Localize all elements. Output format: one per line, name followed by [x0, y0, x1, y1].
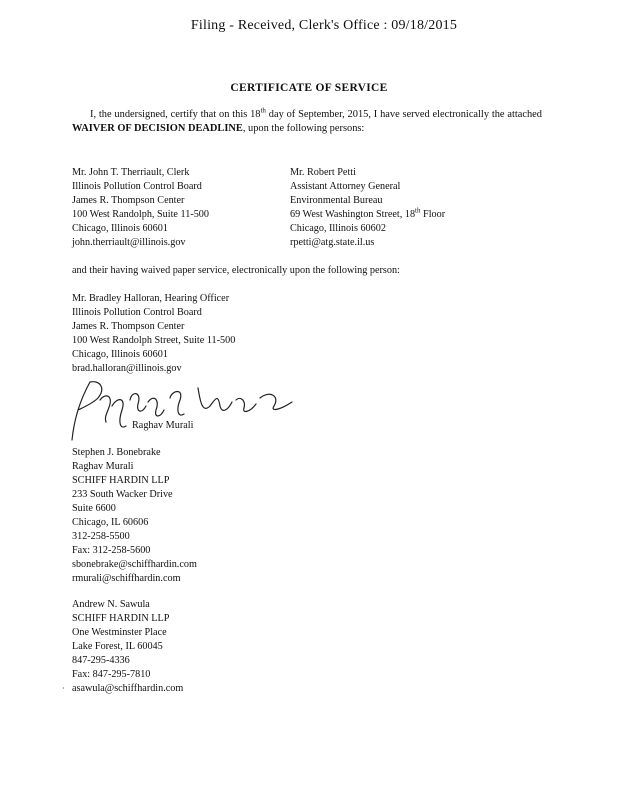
- address-line: 100 West Randolph Street, Suite 11-500: [72, 335, 236, 346]
- attorney-name: Raghav Murali: [72, 461, 134, 472]
- attorney-name: Andrew N. Sawula: [72, 599, 150, 610]
- floor-suffix: th: [415, 206, 421, 215]
- hearing-officer-address: [72, 292, 235, 376]
- address-line: Chicago, Illinois 60601: [72, 223, 168, 234]
- floor-text: Floor: [420, 209, 446, 220]
- intro-day-suffix: th: [260, 106, 266, 115]
- address-line: James R. Thompson Center: [72, 195, 185, 206]
- filing-stamp-header: Filing - Received, Clerk's Office : 09/18/2015: [190, 18, 458, 33]
- intro-text-3: , upon the following persons:: [242, 123, 365, 134]
- address-line: Chicago, IL 60606: [72, 517, 149, 528]
- service-certification-paragraph: [72, 108, 542, 136]
- street-text: 69 West Washington Street, 18: [290, 209, 416, 220]
- email-address: asawula@schiffhardin.com: [72, 683, 184, 694]
- attorney-name: Stephen J. Bonebrake: [72, 447, 161, 458]
- phone-number: 312-258-5500: [72, 531, 130, 542]
- firm-name: SCHIFF HARDIN LLP: [72, 475, 170, 486]
- phone-number: 847-295-4336: [72, 655, 130, 666]
- address-line: Suite 6600: [72, 503, 116, 514]
- intro-text-2: day of September, 2015, I have served electronically the attached: [265, 109, 542, 120]
- address-line: Lake Forest, IL 60045: [72, 641, 163, 652]
- intro-text-1: I, the undersigned, certify that on this 18: [90, 109, 261, 120]
- address-line: Assistant Attorney General: [290, 181, 401, 192]
- address-line: Illinois Pollution Control Board: [72, 307, 202, 318]
- document-title: CERTIFICATE OF SERVICE: [230, 82, 388, 94]
- address-line: One Westminster Place: [72, 627, 167, 638]
- address-line: Chicago, Illinois 60601: [72, 349, 168, 360]
- fax-number: Fax: 312-258-5600: [72, 545, 151, 556]
- recipient-attorney-general-address: [290, 166, 445, 250]
- email-address: brad.halloran@illinois.gov: [72, 363, 182, 374]
- signature-name: Raghav Murali: [132, 420, 194, 431]
- email-address: rmurali@schiffhardin.com: [72, 573, 181, 584]
- counsel-signature-block-2: [72, 598, 183, 696]
- address-street-line: [290, 208, 445, 222]
- recipient-clerk-address: [72, 166, 209, 250]
- address-line: Mr. Bradley Halloran, Hearing Officer: [72, 293, 230, 304]
- email-address: rpetti@atg.state.il.us: [290, 237, 375, 248]
- served-document-name: WAIVER OF DECISION DEADLINE: [72, 123, 243, 134]
- margin-mark: ·: [62, 684, 65, 693]
- email-address: sbonebrake@schiffhardin.com: [72, 559, 197, 570]
- address-line: Mr. Robert Petti: [290, 167, 356, 178]
- handwritten-signature: [60, 370, 320, 450]
- fax-number: Fax: 847-295-7810: [72, 669, 151, 680]
- firm-name: SCHIFF HARDIN LLP: [72, 613, 170, 624]
- counsel-signature-block-1: [72, 446, 197, 586]
- address-line: Environmental Bureau: [290, 195, 383, 206]
- address-line: Chicago, Illinois 60602: [290, 223, 386, 234]
- address-line: Mr. John T. Therriault, Clerk: [72, 167, 190, 178]
- address-line: Illinois Pollution Control Board: [72, 181, 202, 192]
- waived-service-paragraph: and their having waived paper service, electronically upon the following person:: [72, 265, 400, 276]
- address-line: James R. Thompson Center: [72, 321, 185, 332]
- email-address: john.therriault@illinois.gov: [72, 237, 186, 248]
- address-line: 100 West Randolph, Suite 11-500: [72, 209, 209, 220]
- address-line: 233 South Wacker Drive: [72, 489, 173, 500]
